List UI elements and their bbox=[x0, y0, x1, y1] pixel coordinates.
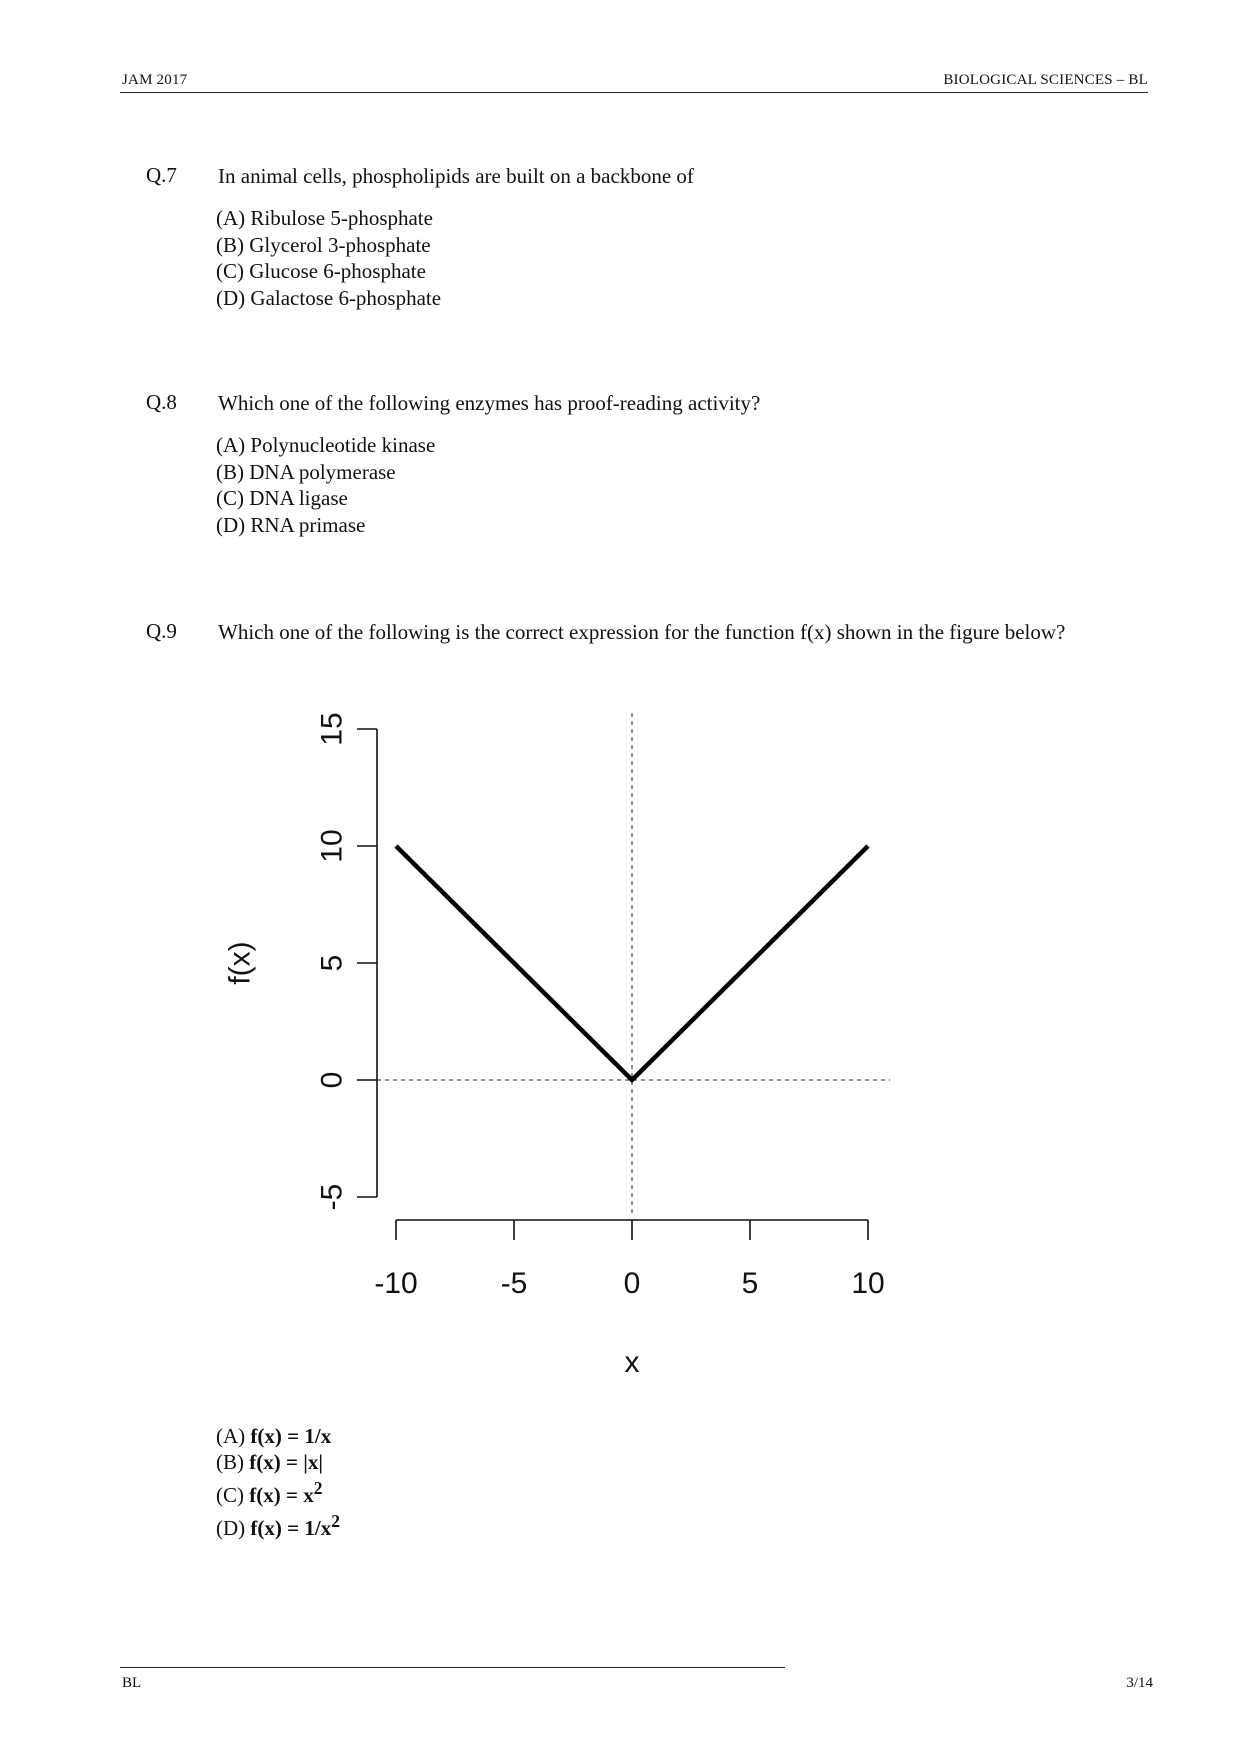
option-rhs: 1/x bbox=[304, 1516, 332, 1540]
function-plot bbox=[200, 690, 920, 1390]
question-8-number: Q.8 bbox=[146, 390, 177, 414]
x-tick-label: 0 bbox=[623, 1267, 641, 1300]
footer-code: BL bbox=[122, 1675, 142, 1691]
option-lhs: f(x) = bbox=[250, 1424, 305, 1448]
question-7-option-b: (B) Glycerol 3-phosphate bbox=[216, 232, 431, 257]
question-8-text: Which one of the following enzymes has proof-reading activity? bbox=[218, 391, 761, 415]
question-9-number: Q.9 bbox=[146, 619, 177, 643]
question-7-option-d: (D) Galactose 6-phosphate bbox=[216, 285, 442, 310]
header-exam-title: JAM 2017 bbox=[122, 72, 188, 88]
y-tick-label: -5 bbox=[315, 1183, 349, 1211]
option-rhs: 1/x bbox=[304, 1424, 332, 1448]
question-7-text: In animal cells, phospholipids are built on a backbone of bbox=[218, 164, 694, 188]
question-9-options bbox=[216, 1423, 340, 1541]
option-lhs: f(x) = bbox=[249, 1483, 304, 1507]
question-9-option-b bbox=[216, 1449, 340, 1475]
x-tick-label: 5 bbox=[741, 1267, 759, 1300]
footer-divider bbox=[120, 1667, 785, 1668]
header-divider bbox=[120, 92, 1148, 93]
x-tick-label: -5 bbox=[500, 1267, 528, 1300]
option-exponent: 2 bbox=[331, 1511, 340, 1531]
y-tick-label: 15 bbox=[315, 712, 349, 746]
question-9-option-c bbox=[216, 1475, 340, 1508]
question-8-option-d: (D) RNA primase bbox=[216, 512, 366, 537]
option-rhs: x bbox=[303, 1483, 314, 1507]
x-axis-title: x bbox=[624, 1346, 640, 1379]
y-tick-label: 10 bbox=[315, 829, 349, 863]
option-rhs: |x| bbox=[303, 1450, 323, 1474]
question-8-option-a: (A) Polynucleotide kinase bbox=[216, 433, 436, 457]
option-lhs: f(x) = bbox=[249, 1450, 304, 1474]
option-label: (A) bbox=[216, 1424, 246, 1448]
question-7-options bbox=[216, 205, 441, 311]
x-tick-label: -10 bbox=[374, 1267, 418, 1300]
option-label: (D) bbox=[216, 1516, 246, 1540]
header-subject: BIOLOGICAL SCIENCES – BL bbox=[943, 72, 1148, 88]
y-tick-label: 0 bbox=[315, 1071, 349, 1089]
question-8-option-b: (B) DNA polymerase bbox=[216, 459, 396, 484]
question-7-option-a: (A) Ribulose 5-phosphate bbox=[216, 206, 433, 230]
option-exponent: 2 bbox=[313, 1478, 323, 1498]
question-9-option-d bbox=[216, 1508, 340, 1541]
question-8-option-c: (C) DNA ligase bbox=[216, 486, 348, 510]
y-axis-title: f(x) bbox=[223, 941, 257, 985]
question-9-text: Which one of the following is the correct expression for the function f(x) shown in the figure below? bbox=[218, 620, 1066, 644]
page-number: 3/14 bbox=[1126, 1675, 1153, 1691]
question-7-number: Q.7 bbox=[146, 163, 177, 187]
option-label: (B) bbox=[216, 1450, 244, 1474]
question-9-option-a bbox=[216, 1423, 340, 1449]
option-lhs: f(x) = bbox=[250, 1516, 305, 1540]
option-label: (C) bbox=[216, 1483, 244, 1507]
question-7-option-c: (C) Glucose 6-phosphate bbox=[216, 259, 426, 283]
y-tick-label: 5 bbox=[315, 954, 349, 972]
question-8-options bbox=[216, 432, 435, 538]
x-tick-label: 10 bbox=[851, 1267, 885, 1300]
